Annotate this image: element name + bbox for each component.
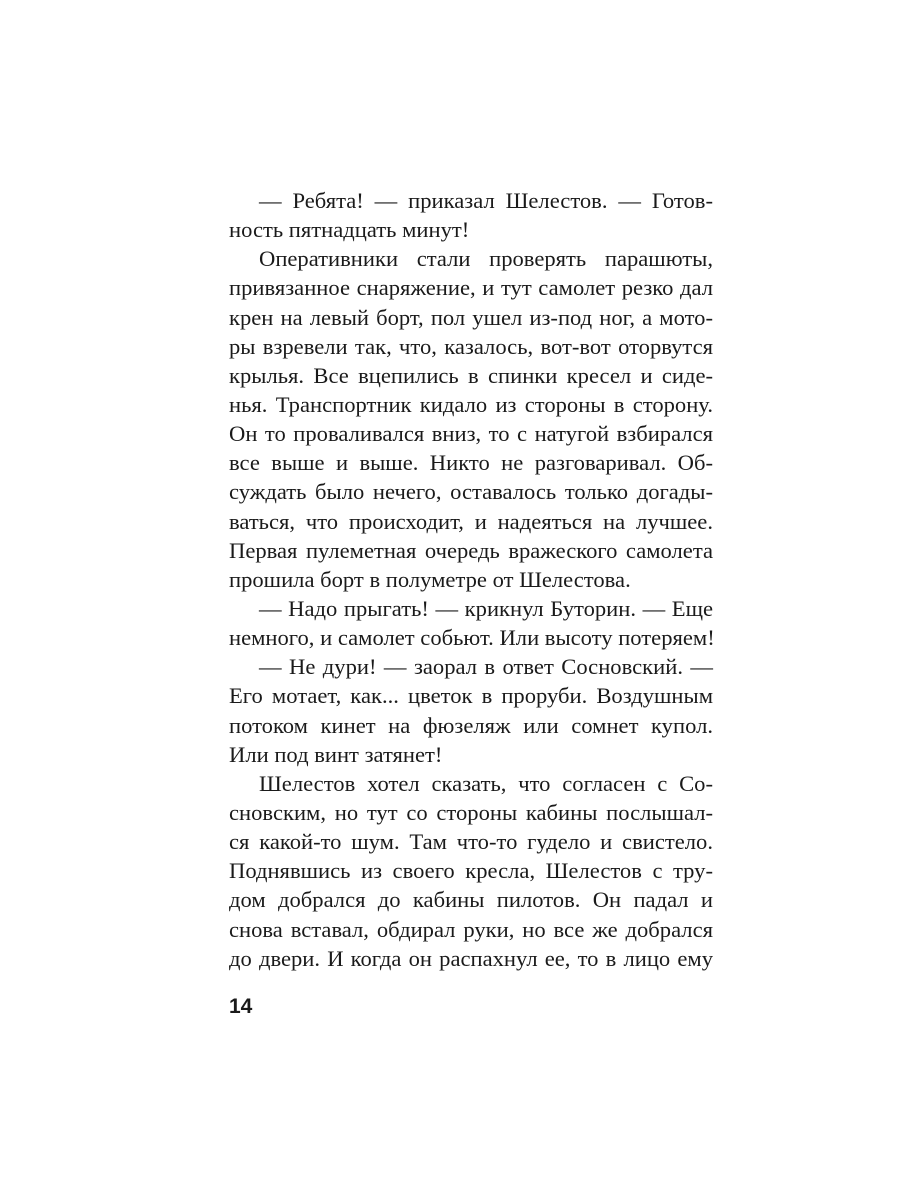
text-line: привязанное снаряжение, и тут самолет резко дал xyxy=(229,275,713,301)
text-line: Первая пулеметная очередь вражеского самолета xyxy=(229,537,713,563)
text-line: сновским, но тут со стороны кабины послышал- xyxy=(229,799,713,825)
text-line: снова вставал, обдирал руки, но все же добрался xyxy=(229,916,713,942)
text-line: — Не дури! — заорал в ответ Сосновский. — xyxy=(259,654,713,680)
text-line: ры взревели так, что, казалось, вот-вот оторвутся xyxy=(229,333,713,359)
text-line: Поднявшись из своего кресла, Шелестов с тру- xyxy=(229,858,713,884)
text-line: прошила борт в полуметре от Шелестова. xyxy=(229,566,631,592)
text-line: ваться, что происходит, и надеяться на лучшее. xyxy=(229,508,713,534)
text-line: суждать было нечего, оставалось только догады- xyxy=(229,479,713,505)
text-line: нья. Транспортник кидало из стороны в сторону. xyxy=(229,391,713,417)
text-line: немного, и самолет собьют. Или высоту потеряем! xyxy=(229,625,715,651)
text-line: ся какой-то шум. Там что-то гудело и свистело. xyxy=(229,829,713,855)
page-number: 14 xyxy=(229,995,253,1018)
text-line: потоком кинет на фюзеляж или сомнет купол. xyxy=(229,712,713,738)
text-line: — Надо прыгать! — крикнул Буторин. — Еще xyxy=(259,595,713,621)
text-line: крен на левый борт, пол ушел из-под ног, а мото- xyxy=(229,304,713,330)
text-line: Оперативники стали проверять парашюты, xyxy=(259,246,713,272)
text-line: ность пятнадцать минут! xyxy=(229,217,470,243)
text-line: Или под винт затянет! xyxy=(229,741,443,767)
text-line: все выше и выше. Никто не разговаривал. Об- xyxy=(229,450,713,476)
text-line: до двери. И когда он распахнул ее, то в лицо ему xyxy=(229,945,713,971)
text-line: Он то проваливался вниз, то с натугой взбирался xyxy=(229,421,713,447)
text-line: крылья. Все вцепились в спинки кресел и сиде- xyxy=(229,362,713,388)
body-text xyxy=(229,186,713,973)
text-line: — Ребята! — приказал Шелестов. — Готов- xyxy=(259,188,713,213)
text-line: Его мотает, как... цветок в проруби. Воздушным xyxy=(229,683,713,709)
text-line: дом добрался до кабины пилотов. Он падал и xyxy=(229,887,713,913)
text-line: Шелестов хотел сказать, что согласен с Со- xyxy=(259,770,713,796)
